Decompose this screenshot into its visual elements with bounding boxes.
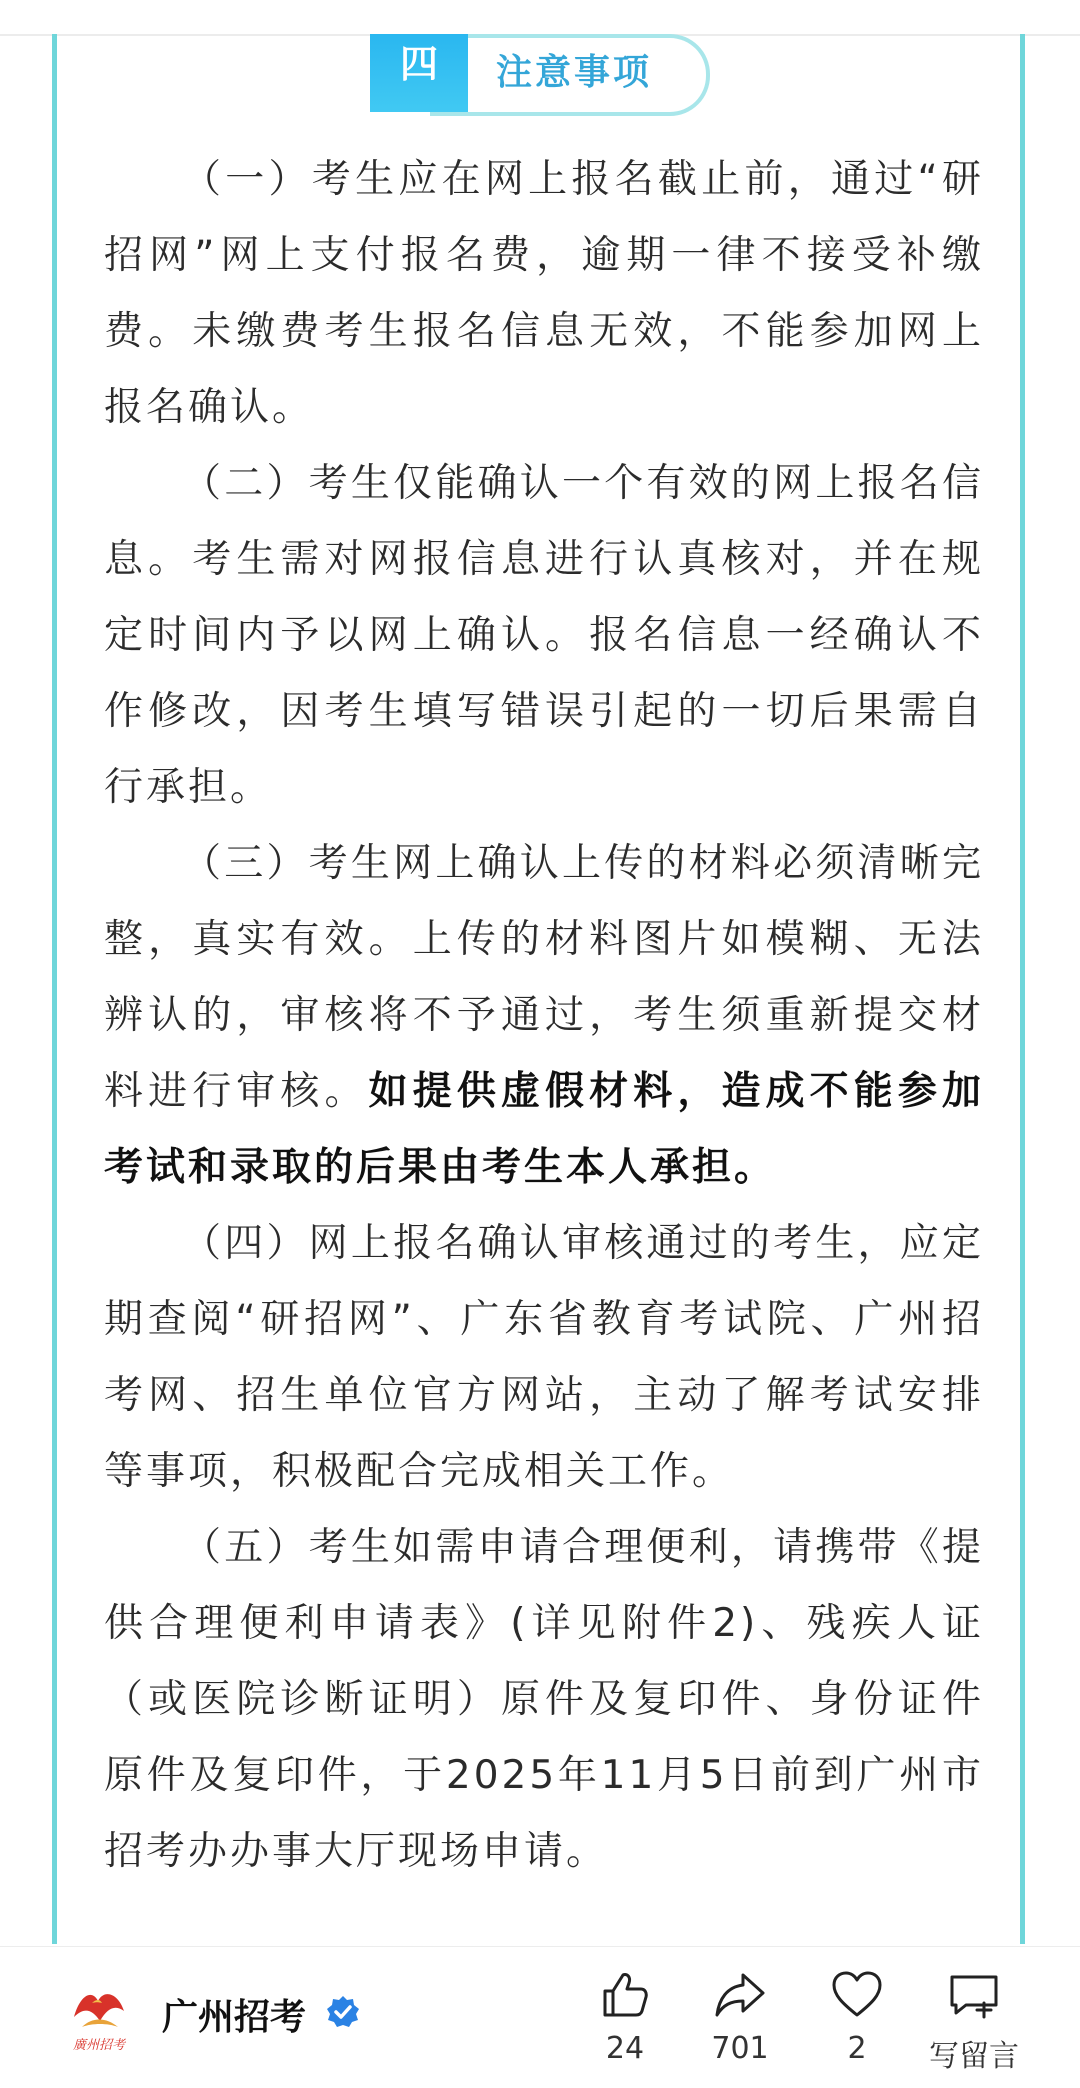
- paragraph-1: [104, 142, 984, 446]
- paragraph-2: [104, 446, 984, 826]
- thumbs-up-icon: [599, 1969, 651, 2021]
- like-button[interactable]: [565, 1969, 685, 2066]
- article-body: [104, 142, 984, 1890]
- share-count: 701: [711, 2031, 769, 2066]
- paragraph-4-text: （四）网上报名确认审核通过的考生，应定期查阅“研招网”、广东省教育考试院、广州招考网、招生单位官方网站，主动了解考试安排等事项，积极配合完成相关工作。: [104, 1221, 984, 1494]
- paragraph-4: [104, 1206, 984, 1510]
- share-arrow-icon: [713, 1969, 767, 2021]
- paragraph-3-text: （三）考生网上确认上传的材料必须清晰完整，真实有效。上传的材料图片如模糊、无法辨认的，审核将不予通过，考生须重新提交材料进行审核。: [104, 841, 984, 1114]
- logo-lettering: 廣州招考: [72, 2038, 126, 2053]
- section-number: 四: [370, 34, 468, 112]
- guangzhou-zhaokao-logo-icon: [62, 1983, 136, 2063]
- content-border-left: [52, 34, 57, 1944]
- section-header: [370, 34, 710, 112]
- paragraph-5-text: （五）考生如需申请合理便利，请携带《提供合理便利申请表》(详见附件2)、残疾人证（或医院诊断证明）原件及复印件、身份证件原件及复印件，于2025年11月5日前到广州市招考办办事大厅现场申请。: [104, 1525, 984, 1874]
- like-count: 24: [605, 2031, 645, 2066]
- paragraph-2-text: （二）考生仅能确认一个有效的网上报名信息。考生需对网报信息进行认真核对，并在规定时间内予以网上确认。报名信息一经确认不作修改，因考生填写错误引起的一切后果需自行承担。: [104, 461, 984, 810]
- heart-icon: [830, 1969, 884, 2021]
- content-border-right: [1020, 34, 1025, 1944]
- favorite-count: 2: [847, 2031, 867, 2066]
- account-logo[interactable]: [62, 1983, 136, 2063]
- write-comment-label: 写留言: [929, 2039, 1019, 2074]
- verified-badge-icon: [326, 1995, 360, 2029]
- account-name[interactable]: 广州招考: [162, 1997, 307, 2038]
- paragraph-3: [104, 826, 984, 1206]
- paragraph-5: [104, 1510, 984, 1890]
- paragraph-3-bold-warning: 如提供虚假材料，造成不能参加考试和录取的后果由考生本人承担。: [104, 1069, 984, 1190]
- section-title: 注意事项: [496, 52, 653, 93]
- write-comment-button[interactable]: [914, 1969, 1034, 2075]
- share-button[interactable]: [680, 1969, 800, 2066]
- paragraph-1-text: （一）考生应在网上报名截止前，通过“研招网”网上支付报名费，逾期一律不接受补缴费。未缴费考生报名信息无效，不能参加网上报名确认。: [104, 157, 984, 430]
- favorite-button[interactable]: [797, 1969, 917, 2066]
- bottom-action-bar: [0, 1946, 1080, 2088]
- comment-add-icon: [946, 1969, 1002, 2021]
